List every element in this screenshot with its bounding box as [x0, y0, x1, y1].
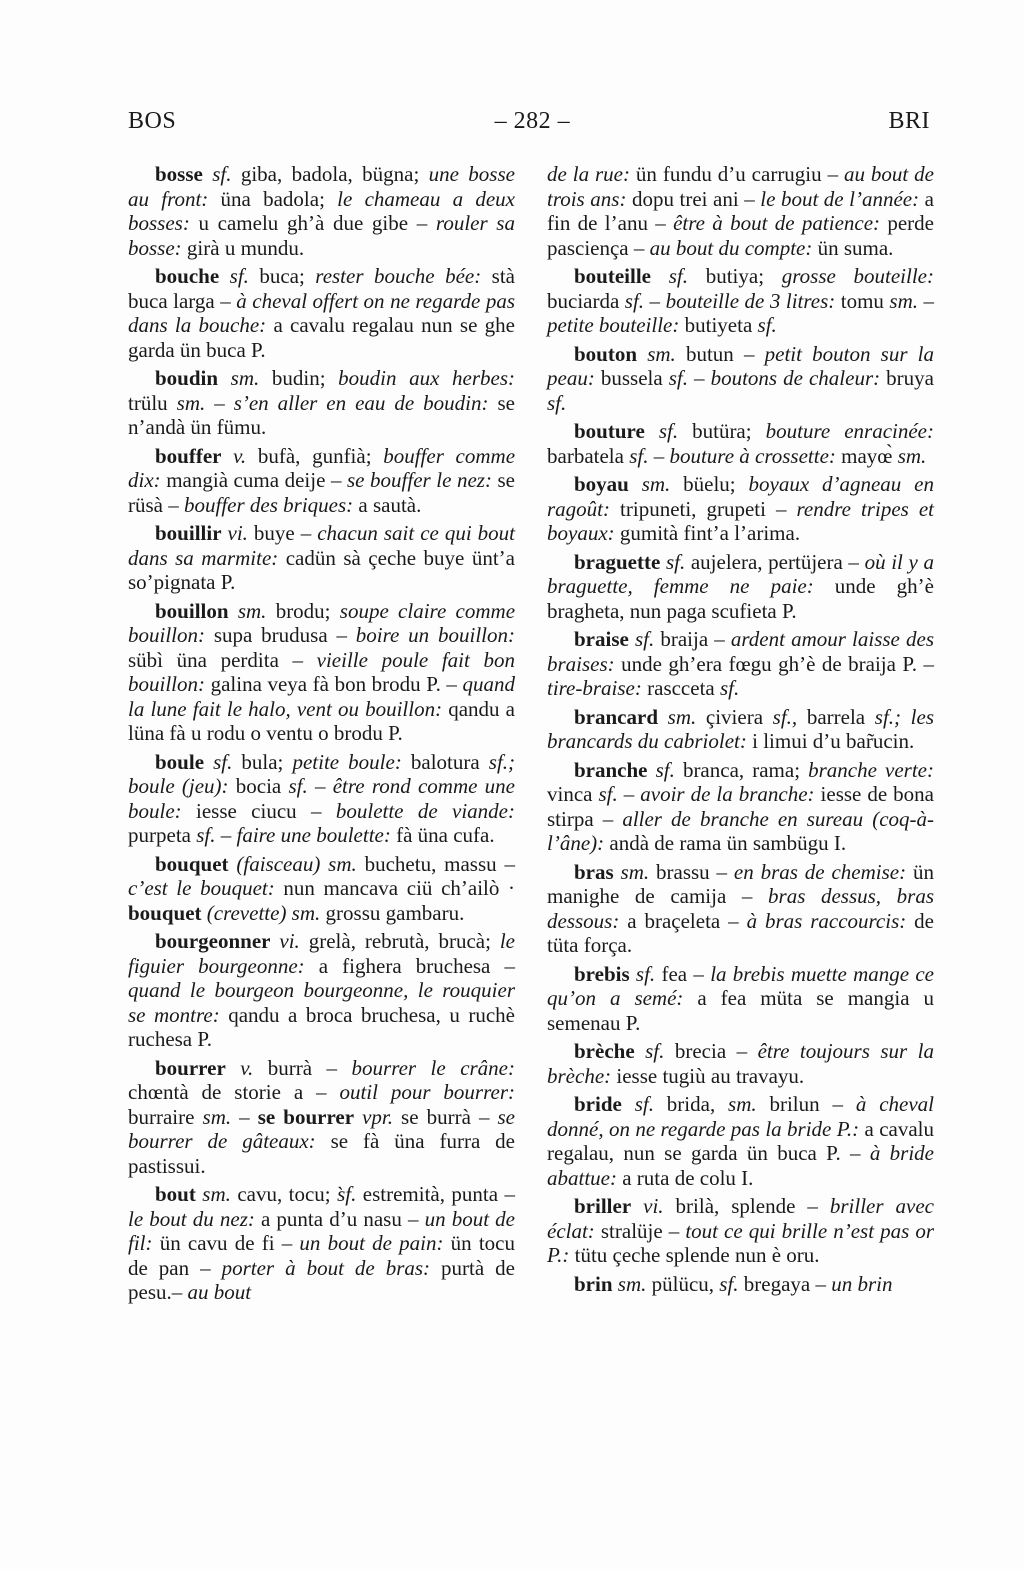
text-run: pülücu, — [651, 1271, 720, 1296]
text-run: v. — [225, 1055, 268, 1080]
entry-boudin — [128, 366, 515, 440]
text-run: sf. — [719, 676, 740, 700]
headword: boule — [155, 749, 205, 774]
headword: branche — [574, 757, 648, 782]
text-run: boyaux d’agneau en ragoût: — [547, 472, 934, 521]
entry-bras — [547, 860, 934, 958]
entry-braise — [547, 627, 934, 701]
text-run: sf. — [757, 313, 777, 337]
text-run: sm. — [897, 443, 927, 468]
text-run: a fighera bruchesa – — [318, 953, 515, 978]
text-run: branca, rama; — [682, 757, 809, 782]
text-run: buchetu, massu – — [364, 851, 515, 876]
headword: braguette — [574, 549, 661, 574]
text-run: bufà, gunfià; — [257, 443, 384, 468]
headword: bouquet — [128, 900, 202, 925]
text-run: cavu, tocu; — [237, 1182, 338, 1206]
text-run: sf.; les brancards du cabriolet: — [547, 704, 935, 753]
text-run: bussela — [600, 366, 669, 390]
entry-bouillir — [128, 521, 515, 595]
text-run: bouffer comme dix: — [128, 443, 516, 492]
text-run: se n’andà ün fümu. — [128, 390, 515, 439]
entry-branche — [547, 758, 934, 856]
text-run: brassu – — [656, 859, 734, 884]
entry-bouton — [547, 342, 934, 416]
text-run: se bourrer de gâteaux: — [128, 1104, 515, 1153]
entry-briller — [547, 1194, 934, 1268]
text-run: cadün sà çeche buye ünt’a so’pignata P. — [128, 545, 515, 594]
text-run: tire-braise: — [547, 676, 648, 700]
text-run: de la rue: — [547, 162, 636, 186]
column-right — [547, 162, 934, 1300]
page-header — [128, 108, 930, 135]
text-run: – — [687, 366, 711, 390]
text-run: bruya — [886, 366, 934, 390]
text-run: sf. — [204, 749, 242, 774]
text-run: le chameau a deux bosses: — [128, 186, 515, 235]
text-run: bouteille de 3 litres: — [665, 288, 841, 313]
headword: bourrer — [155, 1055, 226, 1080]
headword: boudin — [155, 366, 219, 390]
text-run: sf.; boule (jeu): — [128, 749, 516, 798]
text-run: burrà – — [267, 1055, 352, 1080]
page-number: – 282 – — [494, 108, 571, 134]
text-run: brilà, splende – — [675, 1194, 830, 1218]
text-run: sf. — [202, 162, 241, 186]
text-run: purtà de pesu.– — [128, 1255, 515, 1304]
entry-bouffer — [128, 444, 515, 518]
text-run: perde pasciença – — [547, 211, 934, 260]
text-run: – — [648, 443, 670, 468]
text-run: girà u mundu. — [186, 235, 305, 260]
text-run: être toujours sur la brèche: — [547, 1039, 935, 1088]
headword: boyau — [574, 472, 629, 496]
text-run: balotura — [410, 749, 489, 774]
text-run: estremità, punta – — [362, 1182, 515, 1206]
text-run: rouler sa bosse: — [128, 211, 515, 260]
headword: bouillir — [155, 521, 222, 545]
entry-bouture — [547, 419, 934, 468]
text-run: à bride abattue: — [547, 1141, 934, 1190]
text-run: üna badola; — [220, 186, 338, 211]
entry-bourgeonner — [128, 929, 515, 1052]
text-run: andà de rama ün sambügu I. — [609, 831, 847, 855]
text-run: sm. — [889, 288, 919, 313]
text-run: quand le bourgeon bourgeonne, le rouquier se montre: — [128, 978, 515, 1027]
text-run: c’est le bouquet: — [128, 876, 284, 900]
text-run: sm. — [195, 1182, 238, 1206]
text-run: brida, — [666, 1092, 729, 1116]
headword: bras — [574, 859, 614, 884]
text-run: v. — [221, 443, 258, 468]
text-run: iesse de bona stirpa – — [547, 782, 935, 831]
entry-bouteille — [547, 264, 934, 338]
text-run: sf. — [196, 823, 216, 847]
text-run: buciarda — [547, 288, 625, 313]
text-run: petite boule: — [292, 749, 411, 774]
headword: briller — [574, 1194, 632, 1218]
headword: braise — [574, 627, 629, 651]
text-run: de tüta força. — [547, 908, 934, 957]
text-run: stralüje – — [600, 1218, 686, 1243]
text-run: iesse ciucu – — [196, 798, 336, 823]
text-run: grosse bouteille: — [781, 264, 934, 288]
text-run: petit bouton sur la peau: — [547, 341, 935, 390]
text-run: gumità fint’a l’arima. — [619, 521, 801, 545]
text-run: tripuneti, grupeti – — [620, 496, 797, 521]
text-run: vi. — [270, 929, 309, 953]
text-run: s̀f. — [337, 1182, 363, 1206]
text-run: bouture à crossette: — [669, 443, 842, 468]
text-run: rendre tripes et boyaux: — [547, 496, 934, 545]
entry-bout-continued — [547, 162, 934, 260]
text-run: grelà, rebrutà, brucà; — [308, 929, 500, 953]
text-run: fea – — [661, 961, 711, 986]
entry-brin — [547, 1272, 934, 1297]
text-run: çiviera — [705, 704, 773, 729]
entry-bout — [128, 1182, 515, 1305]
text-run: bouture enracinée: — [765, 419, 934, 443]
text-run: nun mancava ciü ch’ailò · — [283, 876, 515, 900]
text-run: sf. — [629, 443, 649, 468]
text-run: braija – — [660, 627, 731, 651]
text-run: au bout du compte: — [649, 235, 818, 260]
text-run: sf. — [624, 288, 645, 313]
headword: bouquet — [155, 851, 229, 876]
headword: bosse — [155, 162, 203, 186]
text-run: a sautà. — [358, 492, 422, 517]
text-run: qandu a lüna fà u rodu o ventu o brodu P. — [128, 696, 515, 745]
text-run: buca; — [259, 264, 316, 288]
text-run: a ruta de colu I. — [622, 1165, 754, 1190]
text-run: sm. — [658, 704, 706, 729]
text-run: a cavalu regalau, nun se garda ün buca P. – — [547, 1116, 934, 1165]
text-run: bocia — [235, 774, 289, 798]
text-run: a fin de l’anu – — [547, 186, 934, 235]
text-run: rascceta — [647, 676, 720, 700]
text-run: sübì üna perdita – — [128, 647, 317, 672]
text-run: trülu — [128, 390, 177, 415]
text-run: au bout — [187, 1280, 252, 1304]
running-head-right: BRI — [888, 108, 930, 134]
text-run: le bout du nez: — [128, 1206, 261, 1231]
text-run: vinca — [547, 782, 599, 806]
running-head-left: BOS — [128, 108, 177, 134]
headword: bride — [574, 1092, 622, 1116]
text-run: sf., — [772, 704, 798, 729]
text-run: se fà üna furra de pastissui. — [128, 1129, 515, 1178]
text-run: sf. — [547, 390, 567, 415]
entry-bouillon — [128, 599, 515, 746]
text-run: faire une boulette: — [236, 823, 397, 847]
text-run: butüra; — [692, 419, 766, 443]
text-run: en bras de chemise: — [733, 859, 913, 884]
text-run: buye – — [253, 521, 318, 545]
text-run: boutons de chaleur: — [710, 366, 887, 390]
text-run: – — [644, 288, 666, 313]
text-run: au bout de trois ans: — [547, 162, 935, 211]
text-run: sm. — [628, 472, 684, 496]
text-run: un brin — [831, 1271, 893, 1296]
text-run: butiyeta — [684, 313, 758, 337]
text-run: bras dessus, bras dessous: — [547, 884, 934, 933]
text-run: giba, badola, bügna; — [240, 162, 429, 186]
text-run: fà üna cufa. — [396, 823, 495, 847]
text-run: i limui d’u bar̃ucin. — [752, 729, 915, 753]
text-run: (faisceau) sm. — [228, 851, 365, 876]
headword: bouche — [155, 264, 220, 288]
text-run: sf. — [634, 1039, 675, 1063]
headword: bouillon — [155, 598, 229, 623]
text-run: – — [231, 1104, 258, 1129]
text-run: sm. — [612, 1271, 652, 1296]
text-run: brilun – — [769, 1092, 856, 1116]
text-run: butun – — [685, 341, 765, 366]
text-run: tütu çeche splende nun è oru. — [574, 1243, 820, 1267]
text-run: vi. — [631, 1194, 676, 1218]
text-run: sf. — [288, 774, 308, 798]
text-run: boire un bouillon: — [355, 623, 515, 647]
entry-bride — [547, 1092, 934, 1190]
text-run: unde gh’era fœgu gh’è de braija P. – — [621, 651, 934, 676]
text-run: être à bout de patience: — [673, 211, 888, 235]
text-run: à bras raccourcis: — [746, 908, 915, 933]
text-run: sf. — [647, 757, 683, 782]
headword: brebis — [574, 961, 630, 986]
text-run: se burrà – — [401, 1104, 498, 1129]
text-run: bregaya – — [743, 1271, 832, 1296]
headword: bouffer — [155, 443, 222, 468]
text-run: – — [205, 390, 234, 415]
text-run: sf. — [651, 264, 706, 288]
text-run: tomu — [840, 288, 890, 313]
text-run: être rond comme une boule: — [128, 774, 515, 823]
text-run: – — [617, 782, 641, 806]
text-run: sf. — [629, 961, 662, 986]
text-run: ün tocu de pan – — [128, 1231, 515, 1280]
text-run: avoir de la branche: — [640, 782, 821, 806]
text-run: chœntà de storie a – — [128, 1080, 340, 1104]
text-run: büelu; — [683, 472, 749, 496]
text-run: ün fundu d’u carrugiu – — [635, 162, 844, 186]
text-run: porter à bout de bras: — [221, 1255, 442, 1280]
headword: bourgeonner — [155, 929, 271, 953]
headword: bouture — [574, 419, 645, 443]
text-run: – — [215, 823, 237, 847]
entry-bosse — [128, 162, 515, 260]
text-run: à cheval donné, on ne regarde pas la bride P.: — [547, 1092, 934, 1141]
text-run: sf. — [660, 549, 691, 574]
text-run: a fea müta se mangia u semenau P. — [547, 986, 935, 1035]
text-run: iesse tugiù au travayu. — [616, 1063, 805, 1088]
text-run: soupe claire comme bouillon: — [128, 598, 516, 647]
text-run: ün suma. — [817, 235, 894, 260]
text-run: la brebis muette mange ce qu’on a semé: — [547, 961, 934, 1010]
text-run: dopu trei ani – — [631, 186, 761, 211]
text-run: sf. — [598, 782, 618, 806]
text-run: boudin aux herbes: — [338, 366, 516, 390]
text-run: bouffer des briques: — [184, 492, 359, 517]
text-run: mayœ̀ — [841, 443, 898, 468]
text-run: branche verte: — [808, 757, 934, 782]
text-run: petite bouteille: — [547, 313, 685, 337]
headword: brèche — [574, 1039, 635, 1063]
entry-bouche — [128, 264, 515, 362]
headword: bout — [155, 1182, 196, 1206]
headword: bouton — [574, 341, 638, 366]
text-run: a braçeleta – — [627, 908, 747, 933]
text-run: vpr. — [354, 1104, 402, 1129]
text-run: – — [307, 774, 333, 798]
text-run: un bout de pain: — [299, 1231, 451, 1255]
text-run: tout ce qui brille n’est pas or P.: — [547, 1218, 934, 1267]
text-run: se bouffer le nez: — [347, 468, 498, 492]
text-run: qandu a broca bruchesa, u ruchè ruchesa P. — [128, 1002, 515, 1051]
entry-brebis — [547, 962, 934, 1036]
text-run: bula; — [241, 749, 293, 774]
headword: brancard — [574, 704, 658, 729]
text-run: aujelera, pertüjera – — [690, 549, 865, 574]
text-run: brecia – — [674, 1039, 758, 1063]
headword: brin — [574, 1271, 613, 1296]
text-run: outil pour bourrer: — [339, 1080, 515, 1104]
text-run: ardent amour laisse des braises: — [547, 627, 934, 676]
text-run: grossu gambaru. — [325, 900, 465, 925]
text-run: sm. — [613, 859, 657, 884]
entry-brancard — [547, 705, 934, 754]
text-run: a punta d’u nasu – — [260, 1206, 425, 1231]
text-run: sm. — [728, 1092, 770, 1116]
text-run: sm. — [228, 598, 276, 623]
text-run: butiya; — [705, 264, 782, 288]
entry-bourrer — [128, 1056, 515, 1179]
text-run: un bout de fil: — [128, 1206, 516, 1255]
text-run: barrela — [797, 704, 875, 729]
text-run: vieille poule fait bon bouillon: — [128, 647, 515, 696]
entry-boule — [128, 750, 515, 848]
text-run: sf. — [628, 627, 661, 651]
text-run: mangià cuma deije – — [166, 468, 347, 492]
text-run: sf. — [719, 1271, 744, 1296]
text-run: bourrer le crâne: — [351, 1055, 515, 1080]
text-run: sm. — [637, 341, 686, 366]
text-run: boulette de viande: — [335, 798, 515, 823]
text-run: – — [918, 288, 935, 313]
text-run: briller avec éclat: — [547, 1194, 934, 1243]
text-run: ün cavu de fi – — [159, 1231, 300, 1255]
text-run: (crevette) sm. — [201, 900, 326, 925]
text-run: sm. — [218, 366, 272, 390]
text-run: purpeta — [128, 823, 197, 847]
text-run: a cavalu regalau nun se ghe garda ün buca P. — [128, 313, 515, 362]
text-run: vi. — [221, 521, 254, 545]
entry-breche — [547, 1039, 934, 1088]
text-run: unde gh’è bragheta, nun paga scufieta P. — [547, 574, 935, 623]
text-run: galina veya fà bon brodu P. – — [210, 672, 463, 696]
text-run: sm. — [202, 1104, 232, 1129]
text-run: budin; — [271, 366, 339, 390]
text-run: aller de branche en sureau (coq-à-l’âne): — [547, 806, 934, 855]
text-run: sf. — [621, 1092, 667, 1116]
text-run: où il y a braguette, femme ne paie: — [547, 549, 934, 598]
text-run: barbatela — [547, 443, 630, 468]
entry-bouquet — [128, 852, 515, 926]
headword: bouteille — [574, 264, 651, 288]
entry-braguette — [547, 550, 934, 624]
headword: se bourrer — [257, 1104, 355, 1129]
text-run: se rüsà – — [128, 468, 515, 517]
text-run: une bosse au front: — [128, 162, 515, 211]
text-run: chacun sait ce qui bout dans sa marmite: — [128, 521, 515, 570]
text-run: s’en aller en eau de boudin: — [233, 390, 498, 415]
text-run: brodu; — [275, 598, 340, 623]
text-run: le bout de l’année: — [760, 186, 925, 211]
text-run: burraire — [128, 1104, 203, 1129]
text-run: le figuier bourgeonne: — [128, 929, 515, 978]
text-run: rester bouche bée: — [315, 264, 492, 288]
text-run: stà buca larga – — [128, 264, 515, 313]
text-run: sf. — [219, 264, 260, 288]
entry-boyau — [547, 472, 934, 546]
text-run: sf. — [644, 419, 693, 443]
text-run: supa brudusa – — [213, 623, 356, 647]
text-run: sm. — [176, 390, 206, 415]
column-left — [128, 162, 515, 1309]
text-run: sf. — [668, 366, 688, 390]
text-run: ün manighe de camija – — [547, 859, 934, 908]
text-run: quand la lune fait le halo, vent ou bouillon: — [128, 672, 515, 721]
text-run: u camelu gh’à due gibe – — [198, 211, 436, 235]
text-run: à cheval offert on ne regarde pas dans la bouche: — [128, 288, 515, 337]
